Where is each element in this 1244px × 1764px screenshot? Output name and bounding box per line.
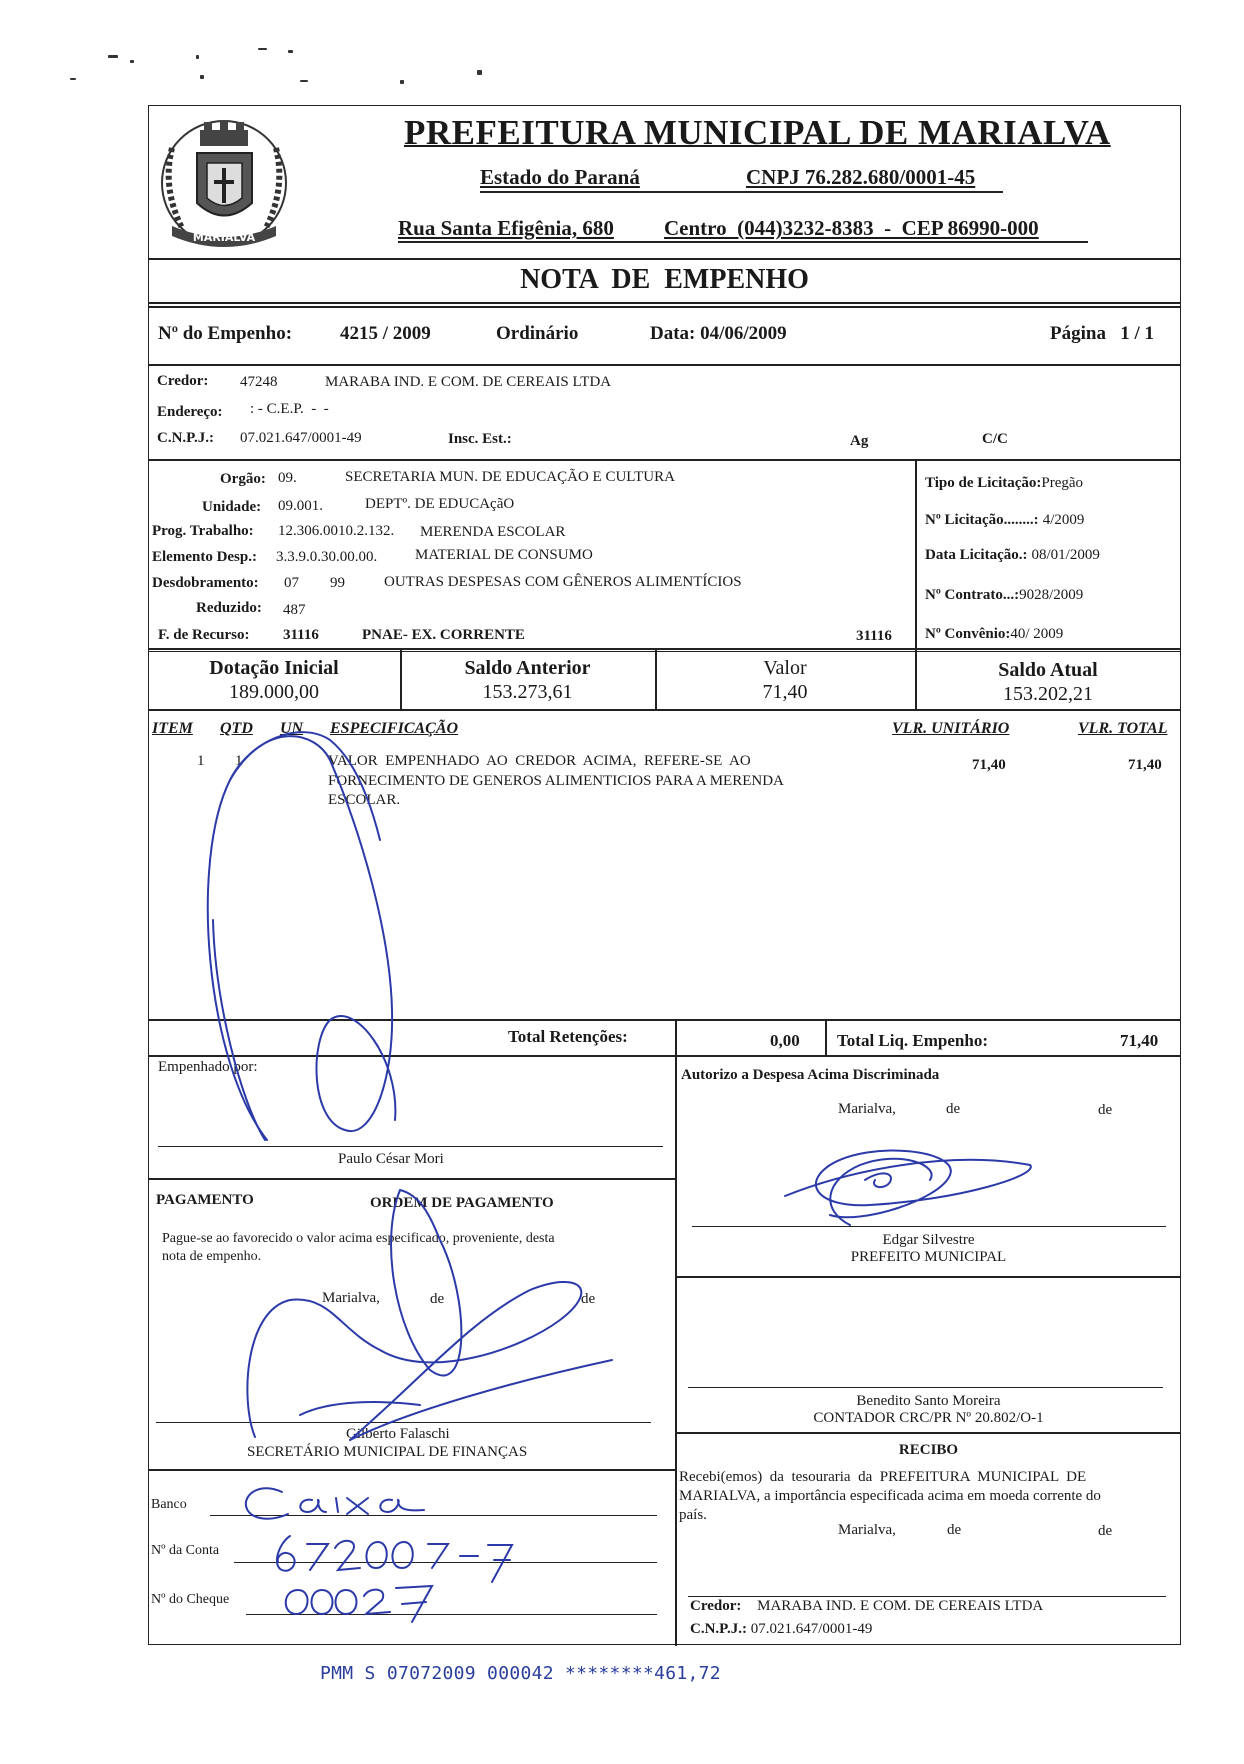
orgao-label: Orgão:	[220, 471, 266, 487]
recibo-credor-name: MARABA IND. E COM. DE CEREAIS LTDA	[757, 1598, 1044, 1614]
autorizo-de2: de	[1098, 1102, 1113, 1118]
district-phone-cep: Centro (044)3232-8383 - CEP 86990-000	[664, 216, 1039, 240]
cnpj-header: CNPJ 76.282.680/0001-45	[746, 165, 976, 189]
svg-text:MARIALVA: MARIALVA	[192, 231, 256, 244]
dotacao-value: 189.000,00	[229, 681, 319, 703]
recibo-text-line1: Recebi(emos) da tesouraria da PREFEITURA MUNICIPAL DE	[679, 1469, 1087, 1485]
prog-name: MERENDA ESCOLAR	[420, 524, 566, 540]
recibo-text-line3: país.	[679, 1507, 707, 1523]
processing-stamp: PMM S 07072009 000042 ********461,72	[320, 1663, 721, 1684]
contrato-value: 9028/2009	[1019, 587, 1084, 603]
item-desc-line1: VALOR EMPENHADO AO CREDOR ACIMA, REFERE-SE AO	[328, 753, 751, 769]
ordem-pagamento-label: ORDEM DE PAGAMENTO	[370, 1195, 554, 1211]
secretario-role: SECRETÁRIO MUNICIPAL DE FINANÇAS	[247, 1444, 528, 1460]
desdobramento-sub: 99	[330, 575, 345, 591]
fonte-label: F. de Recurso:	[158, 627, 250, 643]
licitacao-num-value: 4/2009	[1042, 512, 1085, 528]
col-item: ITEM	[152, 720, 193, 737]
item-vlr-total: 71,40	[1128, 757, 1162, 773]
col-qtd: QTD	[220, 720, 253, 737]
fonte-code-right: 31116	[856, 628, 892, 644]
ag-label: Ag	[850, 433, 869, 449]
autorizo-city: Marialva,	[838, 1101, 896, 1117]
reduzido-label: Reduzido:	[196, 600, 262, 616]
total-liquido-label: Total Liq. Empenho:	[837, 1031, 988, 1050]
cc-label: C/C	[982, 431, 1008, 447]
convenio-label: Nº Convênio:	[925, 626, 1011, 642]
item-desc-line3: ESCOLAR.	[328, 792, 401, 808]
recibo-de2: de	[1098, 1523, 1113, 1539]
contador-role: CONTADOR CRC/PR Nº 20.802/O-1	[813, 1410, 1044, 1426]
insc-est-label: Insc. Est.:	[448, 431, 512, 447]
col-vlr-unitario: VLR. UNITÁRIO	[892, 720, 1010, 737]
empenhado-label: Empenhado por:	[158, 1059, 258, 1075]
recibo-label: RECIBO	[898, 1442, 959, 1458]
desdobramento-label: Desdobramento:	[152, 575, 259, 591]
pagamento-text-line2: nota de empenho.	[162, 1249, 262, 1264]
fonte-code: 31116	[283, 627, 319, 643]
address-value: : - C.E.P. - -	[250, 401, 329, 417]
unidade-label: Unidade:	[202, 499, 262, 515]
page-title: PREFEITURA MUNICIPAL DE MARIALVA	[404, 113, 1111, 152]
address: Rua Santa Efigênia, 680	[398, 216, 614, 240]
item-qtd: 1	[235, 753, 243, 769]
autorizo-de1: de	[946, 1101, 961, 1117]
pagamento-label: PAGAMENTO	[156, 1192, 254, 1208]
recibo-city: Marialva,	[838, 1522, 896, 1538]
autorizo-label: Autorizo a Despesa Acima Discriminada	[681, 1067, 940, 1083]
municipal-seal	[152, 108, 297, 258]
item-vlr-unitario: 71,40	[972, 757, 1006, 773]
pagamento-de2: de	[581, 1291, 596, 1307]
address-label: Endereço:	[157, 404, 223, 420]
recibo-cnpj: 07.021.647/0001-49	[750, 1621, 873, 1637]
col-un: UN	[280, 720, 304, 737]
saldo-atual-label: Saldo Atual	[998, 659, 1098, 681]
recibo-text-line2: MARIALVA, a importância especificada acima em moeda corrente do	[679, 1488, 1101, 1504]
credor-name: MARABA IND. E COM. DE CEREAIS LTDA	[325, 374, 612, 390]
empenhado-name: Paulo César Mori	[338, 1151, 444, 1167]
orgao-name: SECRETARIA MUN. DE EDUCAÇÃO E CULTURA	[345, 469, 675, 485]
licitacao-num-label: Nº Licitação........:	[925, 512, 1039, 528]
conta-label: Nº da Conta	[151, 1543, 220, 1558]
prefeito-role: PREFEITO MUNICIPAL	[850, 1249, 1007, 1265]
desdobramento-code: 07	[284, 575, 299, 591]
saldo-atual-value: 153.202,21	[1003, 683, 1093, 705]
convenio-value: 40/ 2009	[1010, 626, 1064, 642]
item-number: 1	[197, 753, 205, 769]
credor-code: 47248	[240, 374, 278, 390]
empenho-date: Data: 04/06/2009	[650, 323, 787, 344]
contrato-label: Nº Contrato...:	[925, 587, 1020, 603]
dotacao-label: Dotação Inicial	[209, 657, 339, 679]
recibo-credor-label: Credor:	[690, 1598, 742, 1614]
item-desc-line2: FORNECIMENTO DE GENEROS ALIMENTICIOS PARA A MERENDA	[328, 773, 784, 789]
saldo-anterior-value: 153.273,61	[482, 681, 573, 703]
licitacao-data-value: 08/01/2009	[1031, 547, 1100, 563]
desdobramento-name: OUTRAS DESPESAS COM GÊNEROS ALIMENTÍCIOS	[384, 574, 742, 590]
saldo-anterior-label: Saldo Anterior	[464, 657, 591, 679]
empenho-number-label: Nº do Empenho:	[158, 323, 293, 344]
reduzido-value: 487	[283, 602, 306, 618]
retencoes-value: 0,00	[770, 1031, 800, 1050]
banco-label: Banco	[151, 1497, 187, 1512]
empenho-number: 4215 / 2009	[340, 323, 431, 344]
elemento-label: Elemento Desp.:	[152, 549, 257, 565]
prefeito-name: Edgar Silvestre	[882, 1232, 975, 1248]
contador-name: Benedito Santo Moreira	[856, 1393, 1001, 1409]
state-name: Estado do Paraná	[480, 165, 640, 189]
col-especificacao: ESPECIFICAÇÃO	[330, 720, 459, 737]
credor-label: Credor:	[157, 373, 209, 389]
licitacao-tipo-value: Pregão	[1041, 475, 1084, 491]
prog-label: Prog. Trabalho:	[152, 523, 254, 539]
recibo-de1: de	[947, 1522, 962, 1538]
prog-code: 12.306.0010.2.132.	[278, 523, 395, 539]
pagamento-city: Marialva,	[322, 1290, 380, 1306]
valor-value: 71,40	[762, 681, 808, 703]
fonte-name: PNAE- EX. CORRENTE	[362, 627, 525, 643]
pagamento-de1: de	[430, 1291, 445, 1307]
valor-label: Valor	[763, 657, 807, 679]
licitacao-tipo-label: Tipo de Licitação:	[925, 475, 1042, 491]
cnpj-label: C.N.P.J.:	[157, 430, 214, 446]
cheque-label: Nº do Cheque	[151, 1592, 230, 1607]
credor-cnpj: 07.021.647/0001-49	[240, 430, 362, 446]
pagamento-text-line1: Pague-se ao favorecido o valor acima especificado, proveniente, desta	[162, 1231, 555, 1246]
unidade-code: 09.001.	[278, 498, 323, 514]
secretario-name: Gilberto Falaschi	[346, 1426, 450, 1442]
recibo-cnpj-label: C.N.P.J.:	[690, 1621, 747, 1637]
page-count: Página 1 / 1	[1050, 323, 1154, 344]
elemento-name: MATERIAL DE CONSUMO	[415, 547, 593, 563]
retencoes-label: Total Retenções:	[508, 1027, 628, 1046]
elemento-code: 3.3.9.0.30.00.00.	[276, 549, 378, 565]
orgao-code: 09.	[278, 470, 297, 486]
unidade-name: DEPTº. DE EDUCAçãO	[365, 496, 515, 512]
licitacao-data-label: Data Licitação.:	[925, 547, 1028, 563]
total-liquido-value: 71,40	[1120, 1031, 1159, 1050]
empenho-type: Ordinário	[496, 323, 579, 344]
document-title: NOTA DE EMPENHO	[520, 264, 809, 295]
col-vlr-total: VLR. TOTAL	[1078, 720, 1168, 737]
